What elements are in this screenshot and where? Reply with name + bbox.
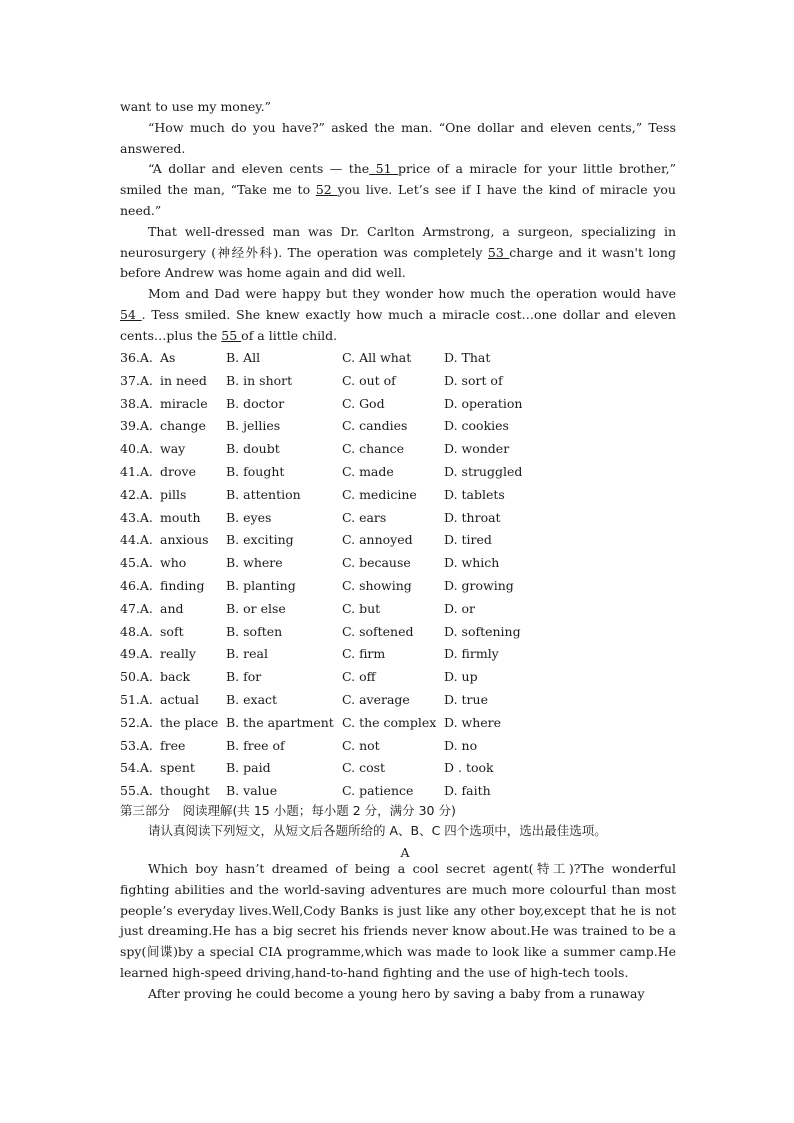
passage-text: That well-dressed man was Dr. Carlton Armstrong, a surgeon, specializing in neurosurgery (神经外科). The operation was completely [120,223,676,260]
option-c: C. softened [342,623,414,639]
section-instruction: 请认真阅读下列短文，从短文后各题所给的 A、B、C 四个选项中，选出最佳选项。 [148,823,607,838]
option-a: finding [160,577,205,593]
option-d: D. up [444,669,478,685]
option-c: C. the complex [342,714,437,730]
options-list [120,347,680,803]
option-c: C. because [342,555,411,571]
option-d: D. firmly [444,646,499,662]
option-d: D. That [444,350,491,365]
option-d: D. sort of [444,372,503,388]
blank-52: 52 [315,182,338,198]
passage-text: price of a miracle for your little brother,” smiled the man, “Take me to [120,161,676,198]
option-row [120,780,680,803]
option-d: D. tired [444,532,492,548]
question-number: 53.A. [120,737,153,753]
option-d: D. or [444,600,476,616]
option-c: C. out of [342,372,396,388]
option-row [120,461,680,484]
option-b: B. free of [226,737,285,753]
option-d: D. softening [444,623,521,639]
option-a: in need [160,372,207,388]
option-b: B. All [226,350,261,365]
passage-paragraph [120,222,676,284]
option-c: C. off [342,669,376,685]
option-row [120,689,680,712]
option-c: C. firm [342,646,386,662]
option-b: B. eyes [226,509,272,525]
option-d: D . took [444,760,494,776]
option-row [120,598,680,621]
option-a: and [160,600,184,616]
blank-55: 55 [221,327,242,343]
option-b: B. the apartment [226,714,334,730]
option-b: B. for [226,669,262,685]
option-row [120,438,680,461]
option-c: C. average [342,691,410,707]
option-b: B. or else [226,600,286,616]
option-b: B. fought [226,463,285,479]
passage-letter: A [400,845,410,860]
passage-paragraph: “How much do you have?” asked the man. “One dollar and eleven cents,” Tess answered. [120,119,676,156]
option-c: C. made [342,463,394,479]
question-number: 37.A. [120,372,153,388]
reading-passage [120,859,676,1005]
passage-text: . Tess smiled. She knew exactly how much a miracle cost…one dollar and eleven cents…plus the [120,306,676,343]
question-number: 38.A. [120,395,153,411]
question-number: 54.A. [120,760,153,776]
option-a: the place [160,714,219,730]
question-number: 41.A. [120,463,153,479]
option-b: B. exact [226,691,278,707]
option-a: anxious [160,532,209,548]
option-row [120,529,680,552]
blank-51: 51 [369,161,399,177]
option-c: C. but [342,600,381,616]
option-a: way [160,441,186,457]
option-d: D. no [444,737,478,753]
option-c: C. not [342,737,380,753]
option-d: D. growing [444,577,514,593]
question-number: 52.A. [120,714,153,730]
option-a: drove [160,463,196,479]
option-b: B. jellies [226,418,281,434]
passage-text: charge and it wasn't long before Andrew was home again and did well. [120,244,676,281]
option-c: C. God [342,395,385,411]
option-c: C. All what [342,350,412,365]
question-number: 40.A. [120,441,153,457]
option-row [120,552,680,575]
question-number: 48.A. [120,623,153,639]
option-a: mouth [160,509,201,525]
option-a: spent [160,760,195,776]
option-d: D. tablets [444,486,505,502]
passage-text: Mom and Dad were happy but they wonder how much the operation would have [148,286,676,302]
option-a: free [160,737,186,753]
option-a: thought [160,783,210,799]
blank-54: 54 [120,306,142,322]
option-b: B. real [226,646,268,662]
passage-text: you live. Let’s see if I have the kind of miracle you need.” [120,182,676,218]
option-b: B. where [226,555,283,571]
option-row [120,575,680,598]
option-d: D. which [444,555,500,571]
passage-line: want to use my money.” [120,99,272,114]
option-row [120,507,680,530]
option-d: D. wonder [444,441,510,457]
option-b: B. doctor [226,395,285,411]
question-number: 44.A. [120,532,153,548]
option-a: pills [160,486,187,502]
option-a: soft [160,623,184,639]
option-b: B. in short [226,372,293,388]
question-number: 39.A. [120,418,153,434]
option-a: As [160,350,176,365]
option-row [120,415,680,438]
question-number: 47.A. [120,600,153,616]
question-number: 55.A. [120,783,153,799]
option-c: C. candies [342,418,408,434]
option-row [120,621,680,644]
option-a: who [160,555,187,571]
option-row [120,484,680,507]
option-c: C. cost [342,760,386,776]
option-row [120,347,680,370]
question-number: 45.A. [120,555,153,571]
blank-53: 53 [487,244,510,260]
question-number: 36.A. [120,350,153,365]
option-c: C. medicine [342,486,417,502]
option-row [120,735,680,758]
option-b: B. doubt [226,441,280,457]
option-d: D. operation [444,395,523,411]
option-b: B. attention [226,486,301,502]
option-c: C. chance [342,441,405,457]
question-number: 51.A. [120,691,153,707]
option-b: B. soften [226,623,283,639]
option-row [120,757,680,780]
option-c: C. showing [342,577,412,593]
option-a: really [160,646,196,662]
option-c: C. annoyed [342,532,413,548]
option-d: D. where [444,714,502,730]
question-number: 49.A. [120,646,153,662]
option-d: D. struggled [444,463,523,479]
option-b: B. planting [226,577,296,593]
option-row [120,712,680,735]
passage-text: “A dollar and eleven cents — the [148,161,370,177]
option-a: miracle [160,395,208,411]
question-number: 50.A. [120,669,153,685]
option-d: D. throat [444,509,501,525]
question-number: 43.A. [120,509,153,525]
option-a: change [160,418,206,434]
question-number: 46.A. [120,577,153,593]
option-b: B. exciting [226,532,294,548]
option-b: B. value [226,783,278,799]
option-a: back [160,669,191,685]
option-row [120,666,680,689]
option-c: C. patience [342,783,414,799]
section-three-header [120,801,690,863]
option-d: D. cookies [444,418,509,434]
reading-paragraph: Which boy hasn’t dreamed of being a cool secret agent(特工)?The wonderful fighting abilities and the world-saving adventures are much more colourful than most people’s everyday lives.Well,Cody Banks is just like any other boy,except that he is not just dreaming.He has a big secret his friends never know about.He was trained to be a spy(间谍)by a special CIA programme,which was made to look like a summer camp.He learned high-speed driving,hand-to-hand fighting and the use of high-tech tools. [120,861,676,980]
option-row [120,393,680,416]
option-row [120,370,680,393]
passage-paragraph [120,284,676,346]
question-number: 42.A. [120,486,153,502]
option-d: D. faith [444,783,491,799]
section-title: 第三部分 阅读理解(共 15 小题；每小题 2 分，满分 30 分) [120,803,456,818]
option-a: actual [160,691,199,707]
option-row [120,643,680,666]
option-d: D. true [444,691,488,707]
passage-paragraph [120,159,676,221]
passage-text: of a little child. [241,327,338,343]
option-b: B. paid [226,760,271,776]
option-c: C. ears [342,509,387,525]
reading-paragraph: After proving he could become a young hero by saving a baby from a runaway [148,985,645,1001]
cloze-passage [120,97,676,347]
